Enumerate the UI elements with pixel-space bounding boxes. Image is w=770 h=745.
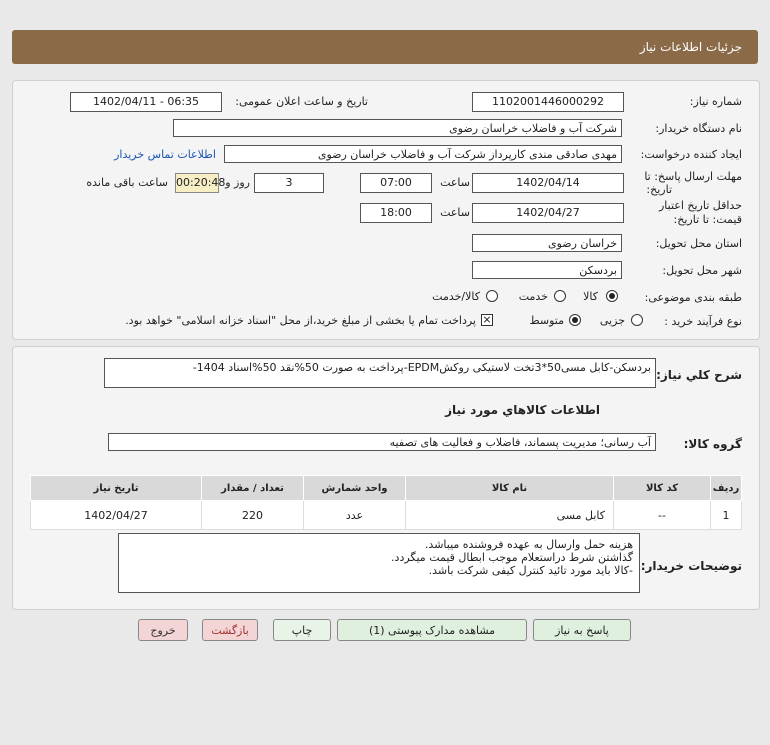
deadline-label: مهلت ارسال پاسخ: تا <box>644 170 742 183</box>
delivery-city-field: بردسکن <box>472 261 622 279</box>
cell-date: 1402/04/27 <box>31 501 202 530</box>
goods-group-field: آب رسانی؛ مدیریت پسماند، فاضلاب و فعالیت های تصفیه <box>108 433 656 451</box>
deadline-time-field: 07:00 <box>360 173 432 193</box>
buyer-notes-label: توضیحات خریدار: <box>640 559 742 573</box>
cell-name: کابل مسی <box>406 501 614 530</box>
process-partial-radio[interactable] <box>631 314 643 326</box>
treasury-payment-checkbox[interactable]: ⨯ <box>482 313 492 326</box>
buyer-notes-box <box>118 533 640 593</box>
validity-time-label: ساعت <box>440 206 470 219</box>
category-service-radio[interactable] <box>554 290 566 302</box>
days-field: 3 <box>254 173 324 193</box>
back-button[interactable]: بازگشت <box>202 619 258 641</box>
deadline-label-2: تاریخ: <box>646 183 672 196</box>
category-both-radio[interactable] <box>486 290 498 302</box>
category-both-label: کالا/خدمت <box>432 290 480 303</box>
contact-buyer-link[interactable]: اطلاعات تماس خریدار <box>114 148 216 161</box>
table-row <box>31 501 742 530</box>
delivery-city-label: شهر محل تحویل: <box>662 264 742 277</box>
buyer-org-field: شرکت آب و فاضلاب خراسان رضوی <box>173 119 622 137</box>
page-title: جزئیات اطلاعات نیاز <box>639 40 742 54</box>
delivery-province-field: خراسان رضوی <box>472 234 622 252</box>
buyer-note-line: هزینه حمل وارسال به عهده فروشنده میباشد. <box>424 538 633 551</box>
table-header-row <box>31 476 742 501</box>
category-goods-radio[interactable] <box>606 290 618 302</box>
validity-label-2: قیمت: تا تاریخ: <box>673 213 742 226</box>
days-label: روز و <box>225 176 250 189</box>
category-label: طبقه بندی موضوعی: <box>644 291 742 304</box>
process-medium-label: متوسط <box>529 314 564 327</box>
col-unit: واحد شمارش <box>304 476 406 501</box>
goods-table <box>30 475 742 530</box>
view-attachments-button[interactable]: مشاهده مدارک پیوستی (1) <box>337 619 527 641</box>
delivery-province-label: استان محل تحویل: <box>655 237 742 250</box>
summary-label: شرح کلي نياز: <box>656 368 742 382</box>
requester-field: مهدی صادقی مندی کارپرداز شرکت آب و فاضلاب خراسان رضوی <box>224 145 622 163</box>
cell-row: 1 <box>711 501 742 530</box>
exit-button[interactable]: خروج <box>138 619 188 641</box>
treasury-payment-note: پرداخت تمام یا بخشی از مبلغ خرید،از محل "اسناد خزانه اسلامی" خواهد بود. <box>125 314 476 327</box>
cell-code: -- <box>614 501 711 530</box>
col-name: نام کالا <box>406 476 614 501</box>
col-code: کد کالا <box>614 476 711 501</box>
category-service-label: خدمت <box>518 290 548 303</box>
summary-field: بردسکن-کابل مسی50*3تخت لاستیکی روکشEPDM-پرداخت به صورت 50%نقد 50%اسناد 1404- <box>104 358 656 388</box>
category-goods-label: کالا <box>583 290 598 303</box>
goods-group-label: گروه کالا: <box>683 437 742 451</box>
process-medium-radio[interactable] <box>569 314 581 326</box>
cell-qty: 220 <box>202 501 304 530</box>
print-button[interactable]: چاپ <box>273 619 331 641</box>
remaining-label: ساعت باقی مانده <box>86 176 168 189</box>
announce-field: 1402/04/11 - 06:35 <box>70 92 222 112</box>
process-label: نوع فرآیند خرید : <box>664 315 742 328</box>
buyer-org-label: نام دستگاه خریدار: <box>655 122 742 135</box>
need-number-label: شماره نیاز: <box>689 95 742 108</box>
announce-label: تاریخ و ساعت اعلان عمومی: <box>235 95 368 108</box>
buyer-note-line: گذاشتن شرط دراستعلام موجب ابطال قیمت میگردد. <box>391 551 633 564</box>
deadline-time-label: ساعت <box>440 176 470 189</box>
goods-section-title: اطلاعات کالاهاي مورد نياز <box>445 403 600 417</box>
requester-label: ایجاد کننده درخواست: <box>640 148 742 161</box>
validity-date-field: 1402/04/27 <box>472 203 624 223</box>
page-header <box>12 30 758 64</box>
col-date: تاریخ نیاز <box>31 476 202 501</box>
deadline-date-field: 1402/04/14 <box>472 173 624 193</box>
reply-button[interactable]: پاسخ به نیاز <box>533 619 631 641</box>
validity-time-field: 18:00 <box>360 203 432 223</box>
col-row: ردیف <box>711 476 742 501</box>
cell-unit: عدد <box>304 501 406 530</box>
need-number-field: 1102001446000292 <box>472 92 624 112</box>
buyer-note-line: -کالا باید مورد تائید کنترل کیفی شرکت باشد. <box>428 564 633 577</box>
col-qty: تعداد / مقدار <box>202 476 304 501</box>
process-partial-label: جزیی <box>599 314 625 327</box>
remaining-time-field: 00:20:48 <box>175 173 219 193</box>
validity-label: حداقل تاریخ اعتبار <box>658 199 742 212</box>
